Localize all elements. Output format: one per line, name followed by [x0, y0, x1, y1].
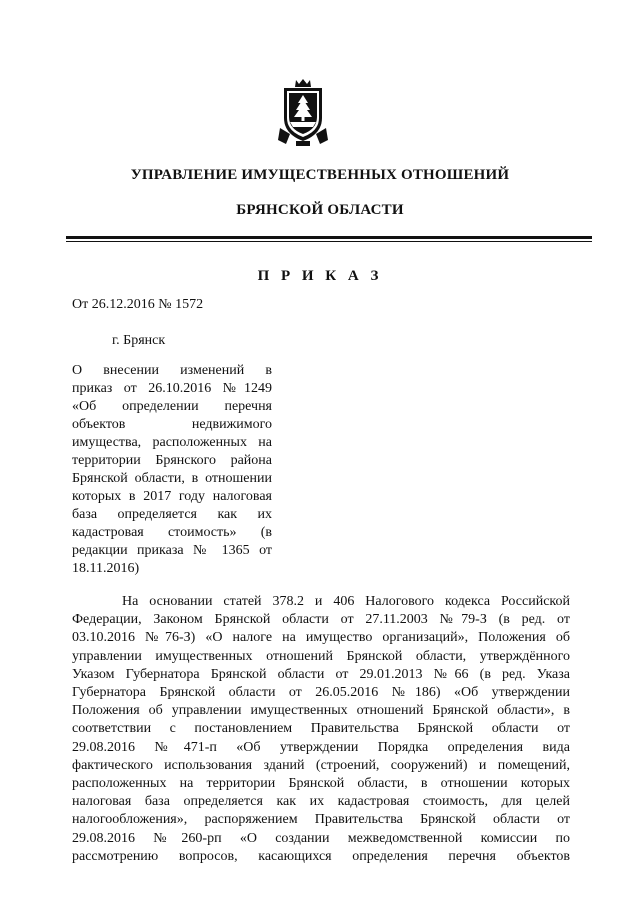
subject-line: имущества, расположенных на [72, 435, 272, 450]
subject-line: база определяется как их [72, 507, 272, 522]
organization-name-line-2: БРЯНСКОЙ ОБЛАСТИ [236, 202, 404, 218]
body-line: управлении имущественных отношений Брянской области, утверждённого [72, 648, 570, 664]
subject-line: которых в 2017 году налоговая [72, 489, 272, 504]
body-line: 29.08.2016 №260-рп «О создании межведомственной комиссии по [72, 830, 570, 846]
document-place: г. Брянск [112, 333, 166, 348]
header-divider-thin [66, 241, 592, 242]
body-line: На основании статей 378.2 и 406 Налогового кодекса Российской [122, 594, 570, 609]
subject-line: редакции приказа № 1365 от [72, 543, 272, 558]
body-line: рассмотрению вопросов, касающихся определения перечня объектов [72, 848, 570, 864]
subject-line: приказ от 26.10.2016 №1249 [72, 381, 272, 396]
subject-line: Брянской области, в отношении [72, 471, 272, 486]
body-line: 29.08.2016 №471-п «Об утверждении Порядка определения вида [72, 739, 570, 755]
document-subject [72, 362, 272, 578]
document-type-title: П Р И К А З [257, 268, 383, 284]
subject-line: территории Брянского района [72, 453, 272, 468]
subject-line: О внесении изменений в [72, 363, 272, 378]
body-line: Указом Губернатора Брянской области от 29.01.2013 №66 (в ред. Указа [72, 666, 570, 682]
body-line: 03.10.2016 №76-З) «О налоге на имущество организаций», Положения об [72, 630, 570, 646]
organization-name-line-1: УПРАВЛЕНИЕ ИМУЩЕСТВЕННЫХ ОТНОШЕНИЙ [130, 167, 510, 183]
body-line: Положения об управлении имущественных отношений Брянской области», в [72, 703, 570, 719]
body-line: налоговая база определяется как их кадастровая стоимость, для целей [72, 794, 570, 810]
body-line: Федерации, Законом Брянской области от 27.11.2003 №79-З (в ред. от [72, 612, 570, 628]
document-body [72, 593, 570, 866]
body-line: соответствии с постановлением Правительства Брянской области от [72, 721, 570, 737]
subject-line: «Об определении перечня [72, 399, 272, 414]
body-line: фактического использования зданий (строений, сооружений) и помещений, [72, 757, 570, 773]
body-line: Губернатора Брянской области от 26.05.2016 №186) «Об утверждении [72, 685, 570, 701]
body-line: расположенных на территории Брянской области, в отношении которых [72, 776, 570, 792]
bryansk-coat-of-arms-icon [276, 78, 330, 148]
subject-line: кадастровая стоимость» (в [72, 525, 272, 540]
document-date-number: От 26.12.2016 № 1572 [72, 297, 204, 312]
subject-line: объектов недвижимого [72, 417, 272, 432]
body-line: налогообложения», распоряжением Правительства Брянской области от [72, 812, 570, 828]
header-divider-thick [66, 236, 592, 239]
subject-line: 18.11.2016) [72, 561, 140, 576]
